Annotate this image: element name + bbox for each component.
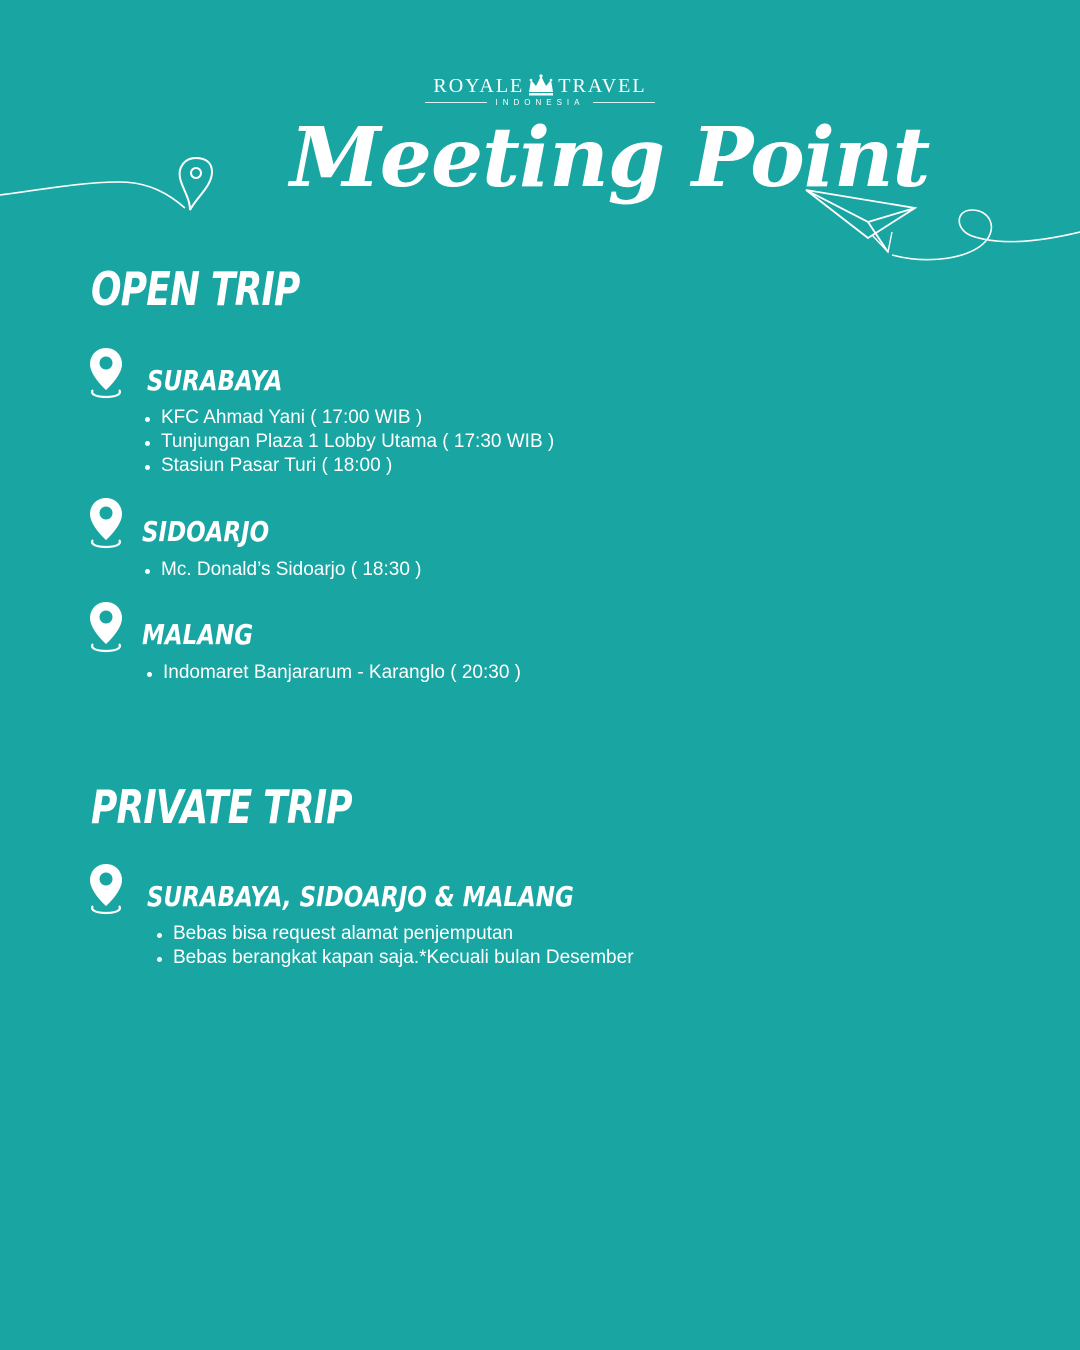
list-item: Mc. Donald’s Sidoarjo ( 18:30 ) (145, 558, 422, 582)
page-title: Meeting Point (290, 110, 930, 206)
location-pin-icon (88, 496, 124, 550)
list-item: Tunjungan Plaza 1 Lobby Utama ( 17:30 WIB ) (145, 430, 554, 454)
list-item: Stasiun Pasar Turi ( 18:00 ) (145, 454, 554, 478)
city-all-regions: SURABAYA, SIDOARJO & MALANG (147, 880, 574, 913)
list-item: Bebas bisa request alamat penjemputan (157, 922, 634, 946)
private-trip-points (157, 922, 634, 970)
city-sidoarjo: SIDOARJO (142, 515, 270, 548)
surabaya-points (145, 406, 554, 478)
private-trip-heading: PRIVATE TRIP (91, 780, 352, 834)
doodle-pin-icon (180, 158, 212, 210)
crown-icon (526, 74, 556, 96)
brand-left-word: ROYALE (433, 75, 525, 97)
list-item: Indomaret Banjararum - Karanglo ( 20:30 ) (147, 661, 521, 685)
city-malang: MALANG (142, 618, 254, 651)
location-pin-icon (88, 600, 124, 654)
list-item: KFC Ahmad Yani ( 17:00 WIB ) (145, 406, 554, 430)
location-pin-icon (88, 862, 124, 916)
brand-right-word: TRAVEL (558, 75, 647, 97)
brand-logo (0, 74, 1080, 107)
malang-points (147, 661, 521, 685)
location-pin-icon (88, 346, 124, 400)
logo-divider (593, 102, 655, 103)
list-item: Bebas berangkat kapan saja.*Kecuali bulan Desember (157, 946, 634, 970)
brand-sub: INDONESIA (495, 98, 585, 107)
city-surabaya: SURABAYA (147, 364, 283, 397)
sidoarjo-points (145, 558, 422, 582)
logo-divider (425, 102, 487, 103)
open-trip-heading: OPEN TRIP (91, 262, 300, 316)
